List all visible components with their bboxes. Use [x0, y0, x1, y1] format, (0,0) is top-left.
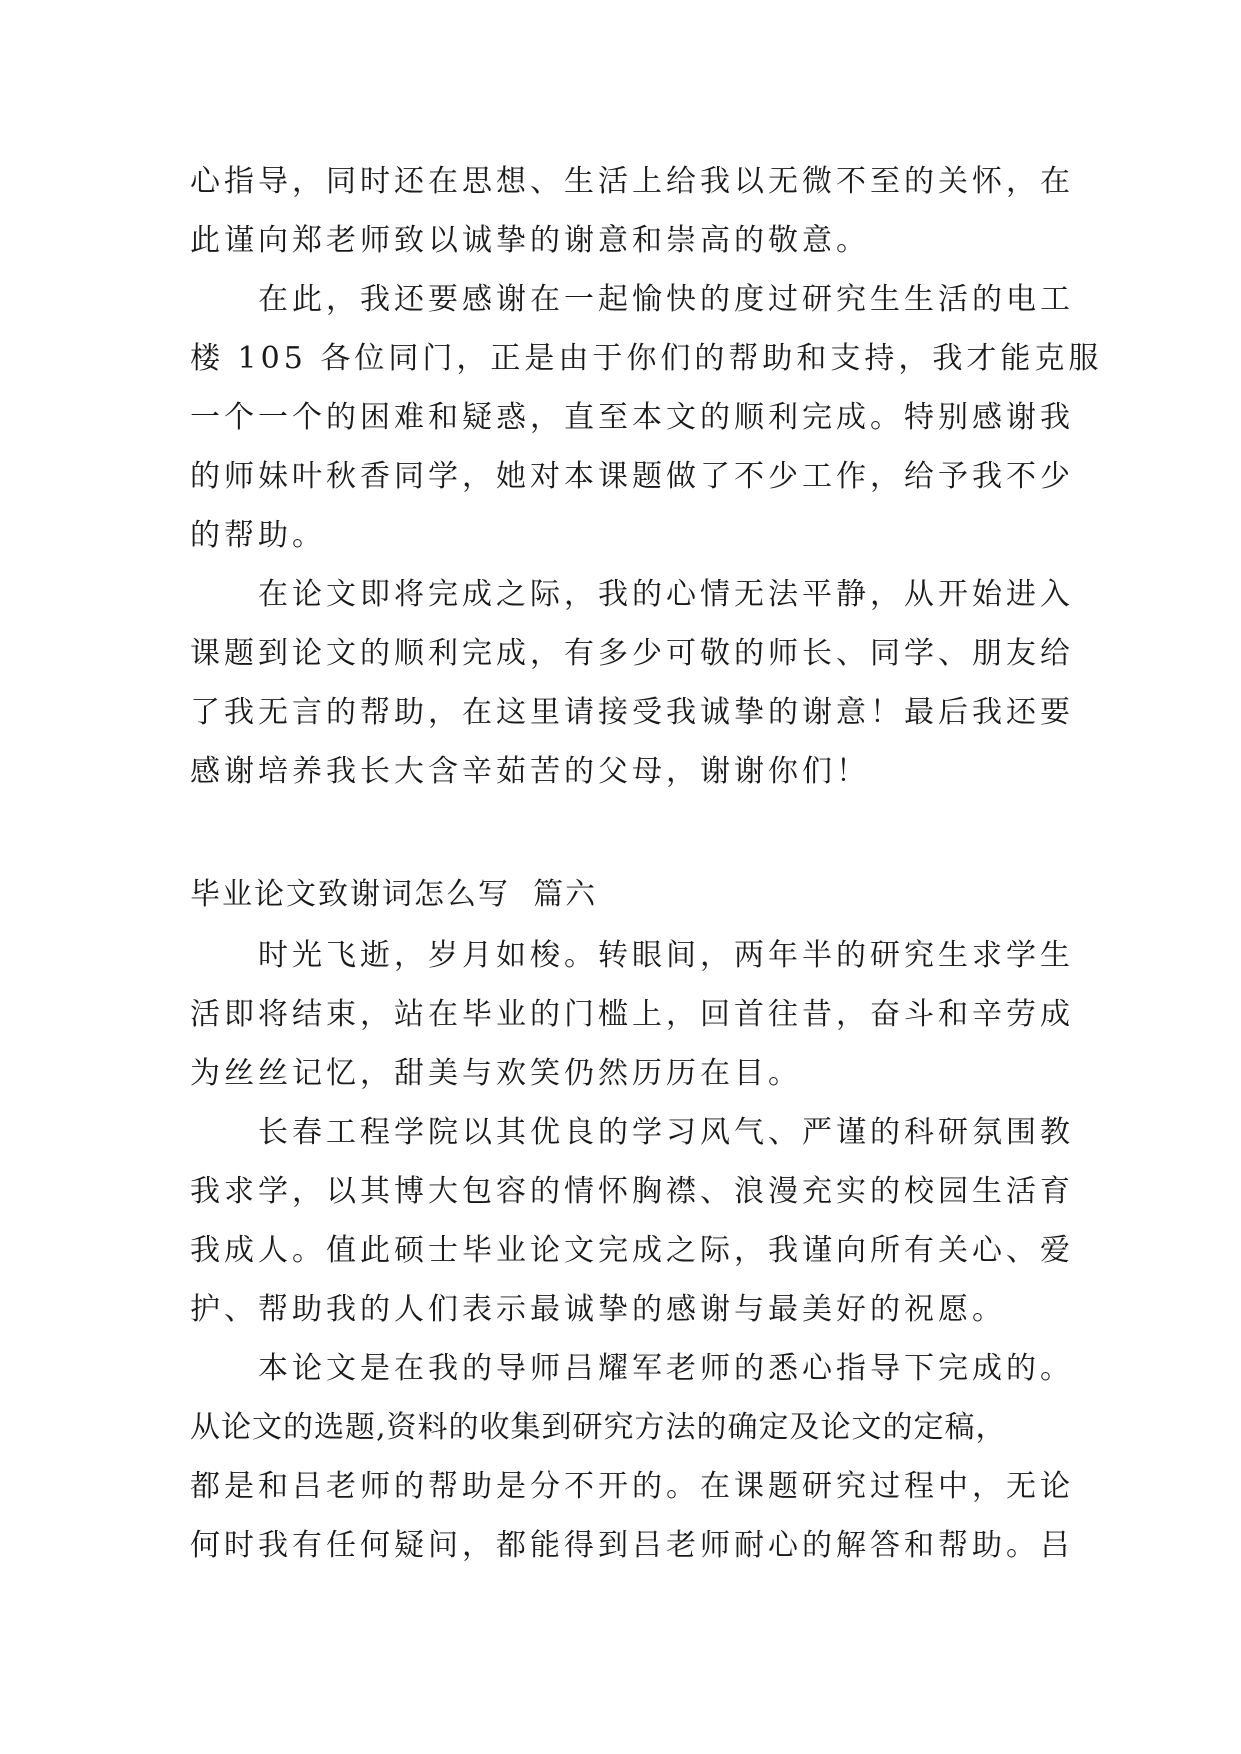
paragraph-line: 在此，我还要感谢在一起愉快的度过研究生生活的电工 [258, 282, 1074, 317]
paragraph-line: 我求学，以其博大包容的情怀胸襟、浪漫充实的校园生活育 [190, 1174, 1074, 1209]
paragraph-line: 我成人。值此硕士毕业论文完成之际，我谨向所有关心、爱 [190, 1233, 1074, 1268]
paragraph-line: 感谢培养我长大含辛茹苦的父母，谢谢你们！ [190, 754, 870, 789]
paragraph-line: 都是和吕老师的帮助是分不开的。在课题研究过程中，无论 [190, 1469, 1074, 1504]
paragraph-line: 的帮助。 [190, 518, 326, 553]
section-heading [190, 865, 1060, 924]
paragraph-line: 楼 105 各位同门，正是由于你们的帮助和支持，我才能克服 [190, 341, 1103, 376]
acknowledgement-block-2 [190, 926, 1074, 1575]
paragraph-line: 从论文的选题,资料的收集到研究方法的确定及论文的定稿， [190, 1410, 1007, 1445]
paragraph-line: 活即将结束，站在毕业的门槛上，回首往昔，奋斗和辛劳成 [190, 997, 1074, 1032]
paragraph-line: 在论文即将完成之际，我的心情无法平静，从开始进入 [258, 577, 1074, 612]
paragraph-line: 本论文是在我的导师吕耀军老师的悉心指导下完成的。 [258, 1351, 1074, 1386]
paragraph-line: 为丝丝记忆，甜美与欢笑仍然历历在目。 [190, 1056, 802, 1091]
paragraph-line: 课题到论文的顺利完成，有多少可敬的师长、同学、朋友给 [190, 636, 1074, 671]
paragraph-line: 护、帮助我的人们表示最诚挚的感谢与最美好的祝愿。 [190, 1292, 1006, 1327]
paragraph-line: 了我无言的帮助，在这里请接受我诚挚的谢意！最后我还要 [190, 695, 1074, 730]
acknowledgement-block-1 [190, 152, 1103, 801]
paragraph-line: 的师妹叶秋香同学，她对本课题做了不少工作，给予我不少 [190, 459, 1074, 494]
paragraph-line: 此谨向郑老师致以诚挚的谢意和崇高的敬意。 [190, 223, 870, 258]
paragraph-line: 时光飞逝，岁月如梭。转眼间，两年半的研究生求学生 [258, 938, 1074, 973]
section-heading-text: 毕业论文致谢词怎么写 篇六 [190, 877, 598, 912]
paragraph-line: 一个一个的困难和疑惑，直至本文的顺利完成。特别感谢我 [190, 400, 1074, 435]
paragraph-line: 长春工程学院以其优良的学习风气、严谨的科研氛围教 [258, 1115, 1074, 1150]
paragraph-line: 何时我有任何疑问，都能得到吕老师耐心的解答和帮助。吕 [190, 1528, 1074, 1563]
paragraph-line: 心指导，同时还在思想、生活上给我以无微不至的关怀，在 [190, 164, 1074, 199]
